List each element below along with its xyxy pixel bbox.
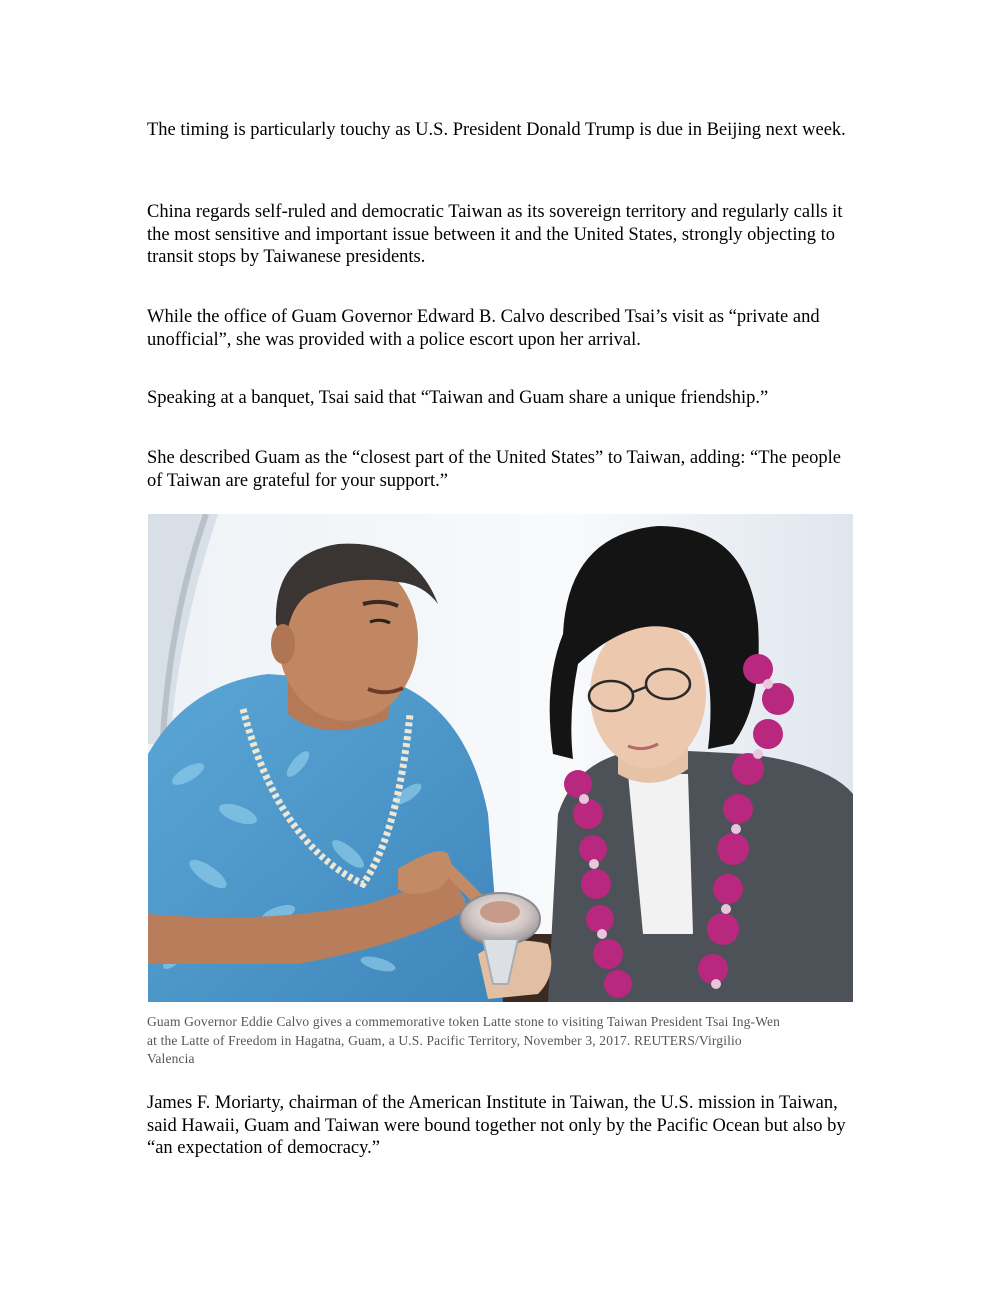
paragraph-trump-timing: The timing is particularly touchy as U.S. President Donald Trump is due in Beijing next week.: [147, 120, 846, 140]
paragraph-closest-part: She described Guam as the “closest part of the United States” to Taiwan, adding: “The people of Taiwan are grateful for your support.”: [147, 448, 841, 491]
paragraph-banquet: Speaking at a banquet, Tsai said that “Taiwan and Guam share a unique friendship.”: [147, 388, 769, 408]
paragraph-guam-governor: While the office of Guam Governor Edward B. Calvo described Tsai’s visit as “private and unofficial”, she was provided with a police escort upon her arrival.: [147, 307, 820, 350]
paragraph-moriarty: James F. Moriarty, chairman of the American Institute in Taiwan, the U.S. mission in Taiwan, said Hawaii, Guam and Taiwan were bound together not only by the Pacific Ocean but also by “an expectation of democracy.”: [147, 1093, 846, 1158]
photo-caption: Guam Governor Eddie Calvo gives a commemorative token Latte stone to visiting Taiwan President Tsai Ing-Wen at the Latte of Freedom in Hagatna, Guam, a U.S. Pacific Territory, November 3, 2017. REUTERS/Virgilio Valencia: [147, 1014, 781, 1066]
news-photo: [148, 514, 853, 1002]
paragraph-china-taiwan: China regards self-ruled and democratic Taiwan as its sovereign territory and regularly calls it the most sensitive and important issue between it and the United States, strongly objecting to transit stops by Taiwanese presidents.: [147, 202, 843, 267]
photo-illustration: [148, 514, 853, 1002]
